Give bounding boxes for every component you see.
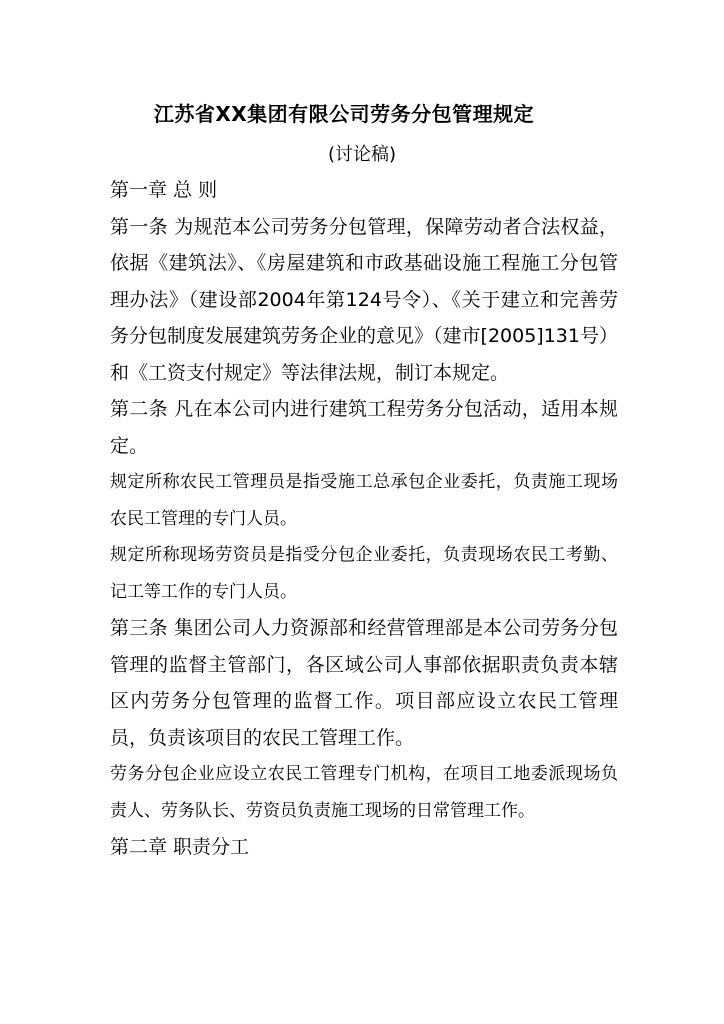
- definition-migrant-worker-manager: 规定所称农民工管理员是指受施工总承包企业委托，负责施工现场农民工管理的专门人员。: [110, 472, 618, 529]
- article-1: 第一条 为规范本公司劳务分包管理，保障劳动者合法权益，依据《建筑法》、《房屋建筑和市政基础设施工程施工分包管理办法》（建设部2004年第124号令）、《关于建立和完善劳务分包制度发展建筑劳务企业的意见》（建市[2005]131号）和《工资支付规定》等法律法规，制订本规定。: [110, 215, 618, 384]
- article-2: 第二条 凡在本公司内进行建筑工程劳务分包活动，适用本规定。: [110, 398, 618, 457]
- document-title: 江苏省XX集团有限公司劳务分包管理规定: [153, 102, 535, 126]
- labor-subcontractor-paragraph: 劳务分包企业应设立农民工管理专门机构，在项目工地委派现场负责人、劳务队长、劳资员负责施工现场的日常管理工作。: [110, 764, 618, 821]
- document-subtitle: (讨论稿): [327, 144, 397, 165]
- article-3: 第三条 集团公司人力资源部和经营管理部是本公司劳务分包管理的监督主管部门，各区域公司人事部依据职责负责本辖区内劳务分包管理的监督工作。项目部应设立农民工管理员，负责该项目的农民工管理工作。: [110, 617, 618, 749]
- definition-site-labor-clerk: 规定所称现场劳资员是指受分包企业委托，负责现场农民工考勤、记工等工作的专门人员。: [110, 545, 618, 602]
- chapter-heading-1: 第一章 总 则: [110, 179, 218, 201]
- chapter-heading-2: 第二章 职责分工: [110, 836, 250, 858]
- document-body: [110, 172, 618, 866]
